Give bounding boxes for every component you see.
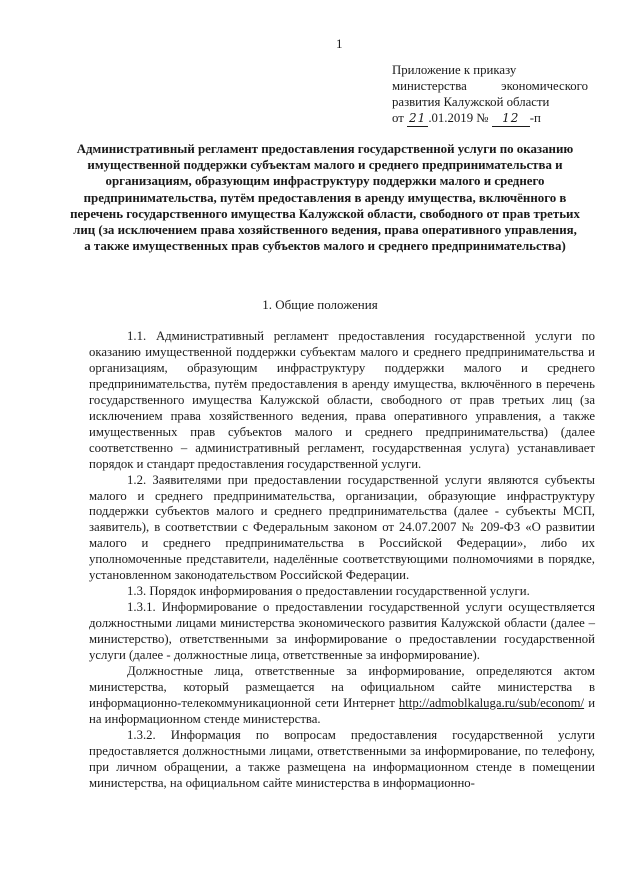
paragraph-1-2: 1.2. Заявителями при предоставлении государственной услуги являются субъекты малого и среднего предпринимательства, организации, образующие инфраструктуру поддержки субъектов малого и среднего предпринимательства (далее - субъекты МСП, заявитель), в соответствии с Федеральным законом от 24.07.2007 № 209-ФЗ «О развитии малого и среднего предпринимательства в Российской Федерации», либо их уполномоченные представители, наделённые соответствующими полномочиями в порядке, установленном законодательством Российской Федерации. — [89, 472, 595, 583]
paragraph-1-3: 1.3. Порядок информирования о предоставлении государственной услуги. — [127, 584, 530, 599]
ministry-site-link[interactable]: http://admoblkaluga.ru/sub/econom/ — [398, 695, 585, 710]
paragraph-1-3-2: 1.3.2. Информация по вопросам предоставления государственной услуги предоставляется должностными лицами, ответственными за информирование, по телефону, при личном обращении, а также размещена на информационном стенде в помещении министерства, на официальном сайте министерства в информационно- — [89, 727, 595, 790]
appendix-line-2: министерства экономического — [392, 79, 588, 93]
paragraph-1-1: 1.1. Административный регламент предоставления государственной услуги по оказанию имущественной поддержки субъектам малого и среднего предпринимательства и организациям, образующим инфраструктуру поддержки малого и среднего предпринимательства, путём предоставления в аренду имущества, включённого в перечень государственного имущества Калужской области, свободного от прав третьих лиц (за исключением права хозяйственного ведения, права оперативного управления, а также имущественных прав субъектов малого и среднего предпринимательства) (далее соответственно – административный регламент, государственная услуга) устанавливает порядок и стандарт предоставления государственной услуги. — [89, 329, 595, 471]
appendix-line-3: развития Калужской области — [392, 95, 550, 109]
appendix-block — [392, 62, 588, 127]
handwritten-day: 21 — [409, 111, 427, 125]
paragraph-officials-text: Должностные лица, ответственные за информирование, определяются актом министерства, который размещается на официальном сайте министерства в информационно-телекоммуникационной сети Интернет — [89, 664, 595, 710]
number-suffix: -п — [529, 111, 541, 125]
appendix-line-1: Приложение к приказу — [392, 63, 517, 77]
appendix-date-line — [392, 110, 588, 127]
paragraph-officials-end: и на информационном стенде министерства. — [89, 695, 596, 726]
page-number: 1 — [336, 36, 343, 51]
section-heading: 1. Общие положения — [262, 297, 378, 312]
document-title: Административный регламент предоставления государственной услуги по оказанию имущественной поддержки субъектам малого и среднего предпринимательства и организациям, образующим инфраструктуру поддержки малого и среднего предпринимательства, путём предоставления в аренду имущества, включённого в перечень государственного имущества Калужской области, свободного от прав третьих лиц (за исключением права хозяйственного ведения, права оперативного управления, а также имущественных прав субъектов малого и среднего предпринимательства) — [70, 142, 580, 254]
document-body — [89, 329, 595, 792]
date-rest: .01.2019 № — [428, 111, 489, 125]
date-prefix: от — [392, 111, 404, 125]
handwritten-number: 12 — [492, 110, 530, 127]
paragraph-1-3-1: 1.3.1. Информирование о предоставлении государственной услуги осуществляется должностными лицами министерства экономического развития Калужской области (далее – министерство), ответственными за информирование о предоставлении государственной услуги (далее - должностные лица, ответственные за информирование). — [89, 600, 595, 663]
paragraph-officials — [89, 664, 595, 728]
